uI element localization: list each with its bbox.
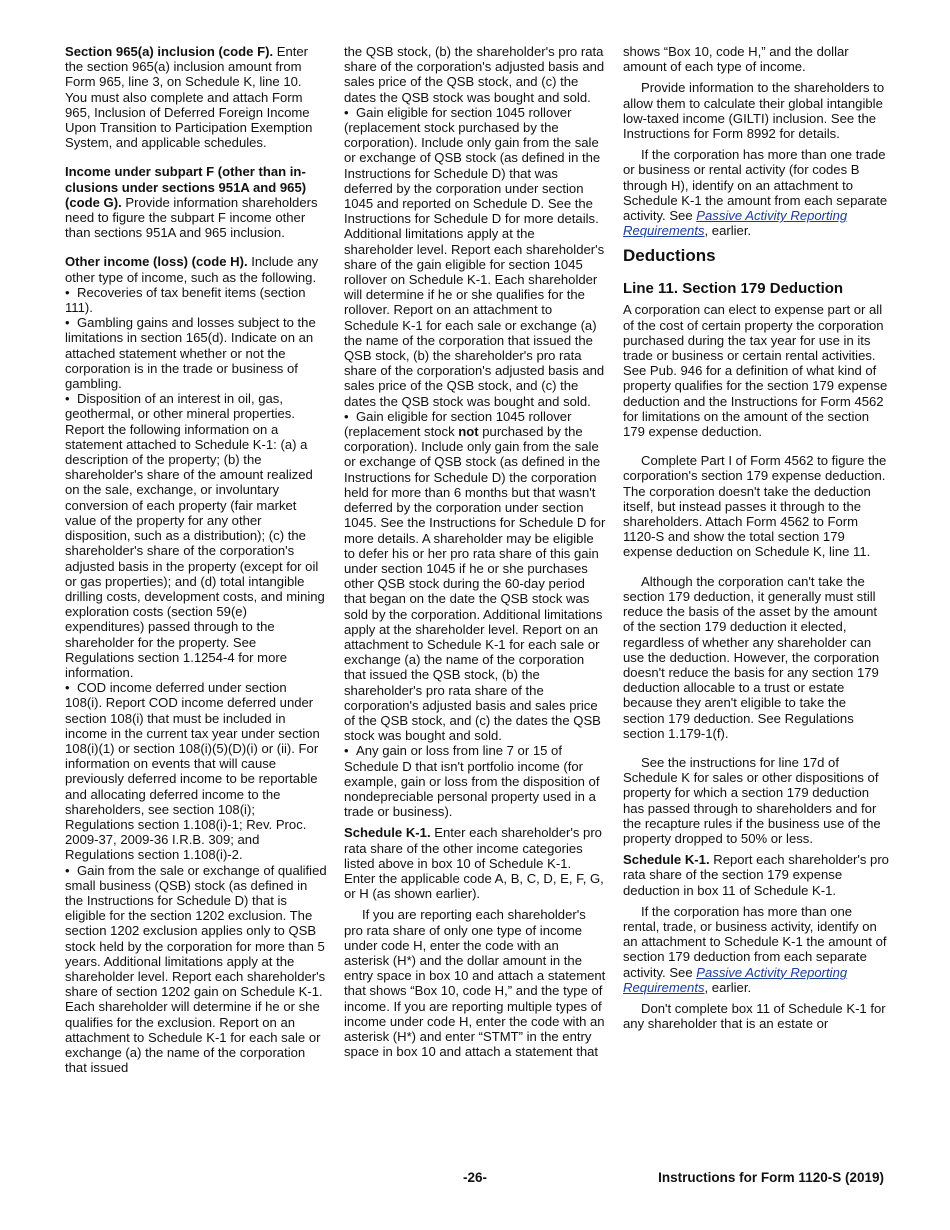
text-965a: Enter the section 965(a) inclusion amount from Form 965, line 3, on Schedule K, line 10. You must also complete and attach Form 965, Inclusion of Deferred Foreign Income Upon Transition to Participation Exemption System, and applicable schedules. [65,44,313,151]
para-multiple-activities-179 [623,904,889,995]
list-item [65,863,327,1076]
para-179-basis: Although the corporation can't take the section 179 deduction, it generally must still reduce the basis of the asset by the amount of the section 179 deduction it elected, regardless of whether any shareholder can use the deduction. However, the corporation doesn't reduce the basis for any section 179 deduction allocable to a trust or estate because they aren't eligible to take the section 179 deduction. See Regulations section 1.179-1(f). [623,573,880,741]
para-multiple-activities [623,147,889,238]
bullet-icon: • [65,862,70,878]
list-item [65,315,327,391]
para-section-965a [65,44,327,150]
list-item-text: COD income deferred under section 108(i). Report COD income deferred under section 108(i) that must be included in income in the current tax year under section 108(i)(1) or section 108(i)(5)(D)(i) or (ii). For information on events that will cause previously deferred income to be reportable and allocating deferred income to the shareholders, see section 108(i); Regulations section 1.108(i)-1; Rev. Proc. 2009-37, 2009-36 I.R.B. 309; and Regulations section 1.108(i)-2. [65,680,320,863]
para-179-form4562: Complete Part I of Form 4562 to figure the corporation's section 179 expense deduction. The corporation doesn't take the deduction itself, but instead passes it through to the shareholders. Attach Form 4562 to Form 1120-S and show the total section 179 expense deduction on Schedule K, line 11. [623,453,887,560]
text-multiple-activities: If the corporation has more than one trade or business or rental activity (for codes B through H), identify on an attachment to Schedule K-1 the amount from each separate activity. See [623,147,888,224]
text-earlier: , earlier. [704,223,752,239]
column-middle [344,44,606,1065]
list-item [344,743,606,819]
list-item-text: purchased by the corporation). Include only gain from the sale or exchange of QSB stock (as defined in the Instructions for Schedule D) the corporation held for more than 6 months but that wasn't deferred by the corporation under section 1045. See the Instructions for Schedule D for more details. A shareholder may be eligible to defer his or her pro rata share of this gain under section 1045 if he or she purchases other QSB stock during the 60-day period that began on the date the QSB stock was sold by the corporation. Additional limitations apply at the shareholder level. Report on an attachment to Schedule K-1 for each sale or exchange (a) the name of the corporation that issued the QSB stock, (b) the shareholder's pro rata share of the corporation's adjusted basis and sales price of the QSB stock, and (c) the dates the QSB stock was bought and sold. [344,424,606,744]
bullet-icon: • [344,104,349,120]
heading-schedule-k1: Schedule K-1. [623,852,710,868]
text-multiple-activities-179: If the corporation has more than one rental, trade, or business activity, identify on an attachment to Schedule K-1 the amount of section 179 deduction from each separate activity. See [623,903,887,980]
para-schedule-k1 [344,825,606,901]
list-item-text: Gain eligible for section 1045 rollover (replacement stock purchased by the corporation). Include only gain from the sale or exchange of QSB stock (as defined in the Instructions for Schedule D) that was deferred by the corporation under section 1045 and reported on Schedule D. See the Instructions for Schedule D for more details. Additional limitations apply at the shareholder level. Report each shareholder's share of the gain eligible for section 1045 rollover on Schedule K-1. Each shareholder will determine if he or she qualifies for the rollover. Report on an attachment to Schedule K-1 for each sale or exchange (a) the name of the corporation that issued the QSB stock, (b) the shareholder's pro rata share of the corporation's adjusted basis and sales price of the QSB stock, and (c) the dates the QSB stock was bought and sold. [344,104,605,409]
column-right [623,44,889,1037]
text-other-income: Include any other type of income, such as the following. [65,254,319,285]
para-179-recapture: See the instructions for line 17d of Schedule K for sales or other dispositions of property for which a section 179 deduction has passed through to shareholders and for the recapture rules if the business use of the property dropped to 50% or less. [623,754,881,846]
list-item [344,105,606,409]
para-179-intro: A corporation can elect to expense part or all of the cost of certain property the corporation purchased during the tax year for use in its trade or business or certain rental activities. See Pub. 946 for a definition of what kind of property qualifies for the section 179 expense deduction and the Instructions for Form 4562 for limitations on the amount of the section 179 expense deduction. [623,302,888,440]
emphasis-not: not [458,424,479,440]
list-item-text: Recoveries of tax benefit items (section 111). [65,284,306,316]
bullet-icon: • [65,391,70,407]
page-number: -26- [462,1170,487,1185]
bullet-icon: • [65,680,70,696]
list-item-text: Any gain or loss from line 7 or 15 of Schedule D that isn't portfolio income (for example, gain or loss from the disposition of nondepreciable personal property used in a trade or business). [344,743,600,820]
section-heading-deductions: Deductions [623,246,716,266]
column-left [65,44,327,1075]
heading-subpart-f: Income under subpart F (other than inclusions under sections 951A and 965) (code G). [65,164,307,210]
para-code-h: If you are reporting each shareholder's pro rata share of only one type of income under code H, enter the code with an asterisk (H*) and the dollar amount in the entry space in box 10 and attach a statement that shows “Box 10, code H,” and the type of income. If you are reporting multiple types of income under code H, enter the code with an asterisk (H*) and enter “STMT” in the entry space in box 10 and attach a statement that [344,907,606,1060]
list-item-text: Gain from the sale or exchange of qualified small business (QSB) stock (as defined in the Instructions for Schedule D) that is eligible for the section 1202 exclusion. The section 1202 exclusion applies only to QSB stock held by the corporation for more than 5 years. Additional limitations apply at the shareholder level. Report each shareholder's share of section 1202 gain on Schedule K-1. Each shareholder will determine if he or she qualifies for the exclusion. Report on an attachment to Schedule K-1 for each sale or exchange (a) the name of the corporation that issued [65,862,327,1076]
text-subpart-f: Provide information shareholders need to figure the subpart F income other than sections 951A and 965 inclusion. [65,194,318,241]
para-gilti: Provide information to the shareholders to allow them to calculate their global intangible low-taxed income (GILTI) inclusion. See the Instructions for Form 8992 for details. [623,80,885,142]
para-subpart-f [65,164,327,240]
heading-other-income: Other income (loss) (code H). [65,254,248,270]
passive-activity-link[interactable]: Passive Activity Reporting Requirements [623,208,848,239]
list-item [65,285,327,315]
other-income-list [65,285,327,1076]
list-item [65,391,327,680]
list-item-text: Gambling gains and losses subject to the limitations in section 165(d). Indicate on an attached statement whether or not the corporation is in the trade or business of gambling. [65,315,316,392]
text-earlier: , earlier. [704,979,752,995]
para-box-11-estate: Don't complete box 11 of Schedule K-1 for any shareholder that is an estate or [623,1000,886,1032]
bullet-icon: • [344,408,349,424]
bullet-icon: • [65,315,70,331]
footer-title: Instructions for Form 1120-S (2019) [658,1170,884,1185]
para-schedule-k1 [623,852,889,898]
passive-activity-link[interactable]: Passive Activity Reporting Requirements [623,964,848,995]
list-item-text: Disposition of an interest in oil, gas, geothermal, or other mineral properties. Report the following information on a statement attached to Schedule K-1: (a) a description of the property; (b) the shareholder's share of the amount realized on the sale, exchange, or involuntary conversion of each property (fair market value of the property for any other disposition, such as a distribution); (c) the shareholder's share of the corporation's adjusted basis in the property (except for oil or gas properties); and (d) total intangible drilling costs, development costs, and mining exploration costs (section 59(e) expenditures) passed through to the shareholder for the property. See Regulations section 1.1254-4 for more information. [65,391,325,680]
bullet-icon: • [65,284,70,300]
heading-965a: Section 965(a) inclusion (code F). [65,44,274,59]
list-item [344,409,606,743]
text-schedule-k1: Report each shareholder's pro rata share of the section 179 expense deduction in box 11 of Schedule K-1. [623,852,889,898]
text-schedule-k1: Enter each shareholder's pro rata share of the other income categories listed above in box 10 of Schedule K-1. Enter the applicable code A, B, C, D, E, F, G, or H (as shown earlier). [344,825,604,902]
para-other-income [65,254,327,284]
heading-line-11: Line 11. Section 179 Deduction [623,280,844,298]
continued-text: the QSB stock, (b) the shareholder's pro rata share of the corporation's adjusted basis and sales price of the QSB stock, and (c) the dates the QSB stock was bought and sold. [344,44,605,105]
continued-text: shows “Box 10, code H,” and the dollar amount of each type of income. [623,44,849,75]
heading-schedule-k1: Schedule K-1. [344,825,431,841]
bullet-icon: • [344,743,349,759]
list-item [65,680,327,862]
list-item-text: Gain eligible for section 1045 rollover (replacement stock [344,408,572,440]
